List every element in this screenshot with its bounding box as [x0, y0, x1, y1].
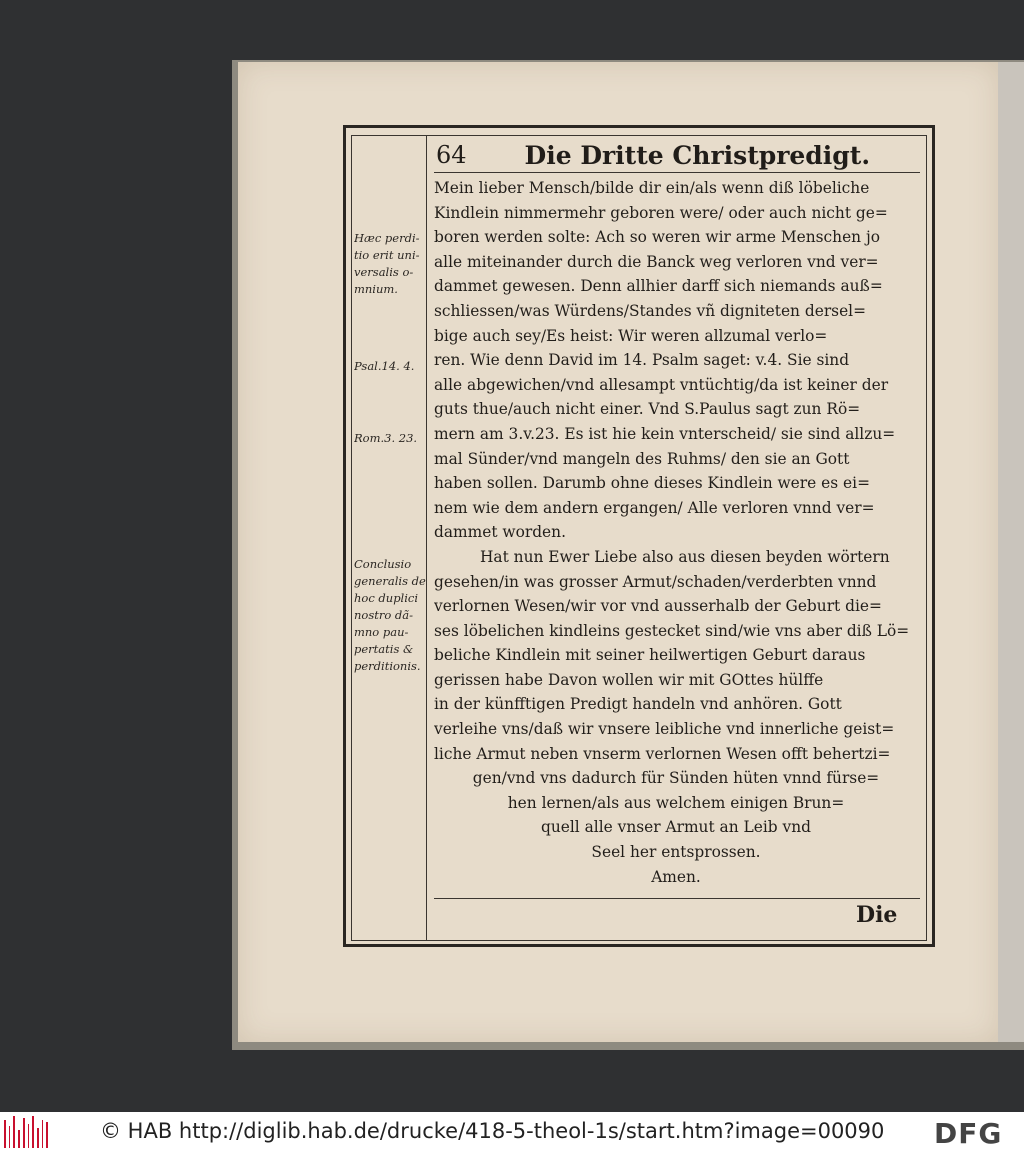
- body-text: [434, 176, 918, 889]
- margin-note-romans: [354, 430, 428, 447]
- text-line: boren werden solte: Ach so weren wir arme Menschen jo: [434, 228, 881, 247]
- footer-rule: [434, 898, 920, 899]
- text-line: Hat nun Ewer Liebe also aus diesen beyden wörtern: [480, 547, 890, 566]
- margin-note-line: versalis o-: [354, 265, 414, 279]
- text-line: beliche Kindlein mit seiner heilwertigen Geburt daraus: [434, 646, 866, 665]
- margin-note-line: Hæc perdi-: [354, 231, 420, 245]
- margin-note-psalm: [354, 358, 428, 375]
- copyright-link[interactable]: © HAB http://diglib.hab.de/drucke/418-5-theol-1s/start.htm?image=00090: [100, 1119, 885, 1143]
- margin-note-line: nostro dã-: [354, 608, 414, 622]
- attribution-bar: [0, 1112, 1024, 1153]
- text-line: mern am 3.v.23. Es ist hie kein vnterscheid/ sie sind allzu=: [434, 424, 896, 443]
- dfg-logo: DFG: [934, 1117, 1003, 1150]
- text-line: gen/vnd vns dadurch für Sünden hüten vnnd fürse=: [472, 769, 880, 788]
- text-line: ren. Wie denn David im 14. Psalm saget: v.4. Sie sind: [434, 351, 850, 370]
- margin-note-line: Psal.14. 4.: [354, 359, 415, 373]
- text-line: gesehen/in was grosser Armut/schaden/verderbten vnnd: [434, 572, 877, 591]
- text-line: dammet gewesen. Denn allhier darff sich niemands auß=: [434, 277, 883, 296]
- margin-note-line: generalis de: [354, 574, 426, 588]
- margin-note-line: tio erit uni-: [354, 248, 420, 262]
- text-line: Mein lieber Mensch/bilde dir ein/als wenn diß löbeliche: [434, 179, 870, 197]
- margin-note-line: pertatis &: [354, 642, 414, 656]
- text-line: verlornen Wesen/wir vor vnd ausserhalb der Geburt die=: [434, 597, 882, 616]
- text-line: guts thue/auch nicht einer. Vnd S.Paulus sagt zun Rö=: [434, 400, 861, 419]
- margin-note-line: Rom.3. 23.: [354, 431, 418, 445]
- margin-note-line: hoc duplici: [354, 591, 419, 605]
- text-line: bige auch sey/Es heist: Wir weren allzumal verlo=: [434, 326, 828, 345]
- text-line: Seel her entsprossen.: [591, 843, 761, 862]
- text-line: hen lernen/als aus welchem einigen Brun=: [507, 793, 845, 812]
- text-line: Amen.: [651, 867, 701, 886]
- text-line: alle abgewichen/vnd allesampt vntüchtig/da ist keiner der: [434, 375, 889, 394]
- catchword: Die: [856, 902, 898, 928]
- hab-logo-icon: [4, 1116, 48, 1148]
- margin-note-line: mnium.: [354, 282, 398, 296]
- text-line: verleihe vns/daß wir vnsere leibliche vnd innerliche geist=: [434, 720, 895, 739]
- text-line: alle miteinander durch die Banck weg verloren vnd ver=: [434, 252, 879, 271]
- text-line: nem wie dem andern ergangen/ Alle verloren vnnd ver=: [434, 498, 875, 517]
- text-line: mal Sünder/vnd mangeln des Ruhms/ den sie an Gott: [434, 449, 850, 468]
- text-line: dammet worden.: [434, 523, 566, 542]
- text-line: ses löbelichen kindleins gestecket sind/wie vns aber diß Lö=: [434, 621, 910, 640]
- margin-note-line: mno pau-: [354, 625, 409, 639]
- text-line: Kindlein nimmermehr geboren were/ oder auch nicht ge=: [434, 203, 888, 222]
- margin-note-line: perditionis.: [354, 659, 421, 673]
- margin-note-line: Conclusio: [354, 557, 412, 571]
- margin-note-perditio: [354, 230, 428, 298]
- margin-note-conclusio: [354, 556, 428, 675]
- page-number: 64: [436, 141, 467, 169]
- book-page: [238, 62, 998, 1042]
- text-line: liche Armut neben vnserm verlornen Wesen offt behertzi=: [434, 744, 891, 763]
- text-line: schliessen/was Würdens/Standes vñ digniteten dersel=: [434, 301, 867, 320]
- text-line: in der künfftigen Predigt handeln vnd anhören. Gott: [434, 695, 842, 714]
- text-line: haben sollen. Darumb ohne dieses Kindlein were es ei=: [434, 474, 870, 493]
- text-line: gerissen habe Davon wollen wir mit GOttes hülffe: [434, 670, 824, 689]
- text-line: quell alle vnser Armut an Leib vnd: [541, 818, 811, 837]
- page-header: [434, 138, 920, 173]
- running-title: Die Dritte Christpredigt.: [524, 140, 871, 170]
